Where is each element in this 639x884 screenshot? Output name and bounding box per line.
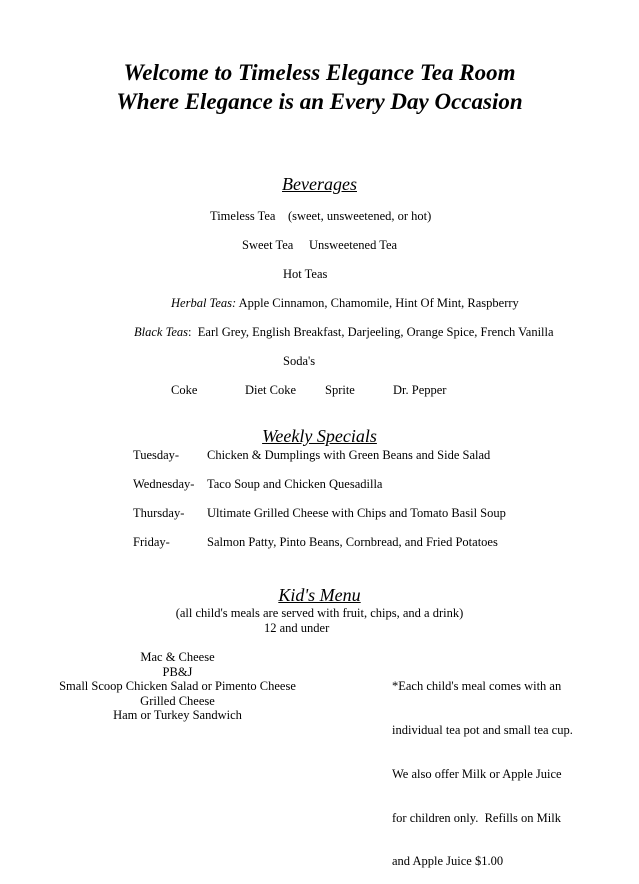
kids-info-line: We also offer Milk or Apple Juice [392,766,562,781]
herbal-teas-list: Apple Cinnamon, Chamomile, Hint Of Mint, Raspberry [238,296,519,310]
kids-info-line: *Each child's meal comes with an [392,679,562,694]
special-dish: Salmon Patty, Pinto Beans, Cornbread, and Fried Potatoes [207,535,498,549]
special-dish: Taco Soup and Chicken Quesadilla [207,477,383,491]
special-dish: Ultimate Grilled Cheese with Chips and Tomato Basil Soup [207,506,506,520]
hot-teas-heading: Hot Teas [283,267,328,281]
herbal-teas-line [171,296,519,311]
kids-info-line: and Apple Juice $1.00 [392,854,504,869]
tagline-title: Where Elegance is an Every Day Occasion [116,89,523,114]
kids-info-line: for children only. Refills on Milk [392,810,561,825]
kids-item: Grilled Cheese [140,693,215,708]
kids-item: PB&J [162,664,193,679]
kids-menu-note: (all child's meals are served with fruit, chips, and a drink) [175,606,464,620]
soda-item: Coke [171,383,198,397]
kids-item: Mac & Cheese [140,650,215,664]
welcome-title: Welcome to Timeless Elegance Tea Room [123,60,516,85]
kids-info [392,650,573,884]
special-day: Wednesday- [133,477,195,491]
kids-item: Ham or Turkey Sandwich [113,708,242,723]
black-teas-line [134,325,554,340]
weekly-specials-heading: Weekly Specials [262,426,377,446]
unsweetened-tea: Unsweetened Tea [309,238,398,252]
kids-info-line: individual tea pot and small tea cup. [392,722,573,737]
soda-item: Sprite [325,383,355,397]
special-dish: Chicken & Dumplings with Green Beans and Side Salad [207,448,491,462]
soda-item: Diet Coke [245,383,297,397]
kids-age: 12 and under [264,621,330,635]
herbal-teas-label: Herbal Teas: [171,296,237,310]
special-day: Thursday- [133,506,185,520]
special-day: Friday- [133,535,170,549]
kids-items-list [58,650,297,723]
black-teas-list: : Earl Grey, English Breakfast, Darjeeling, Orange Spice, French Vanilla [188,325,554,339]
timeless-tea-line: Timeless Tea (sweet, unsweetened, or hot) [210,209,432,223]
beverages-heading: Beverages [282,174,357,194]
kids-item: Small Scoop Chicken Salad or Pimento Cheese [59,679,296,694]
sodas-heading: Soda's [283,354,316,368]
black-teas-label: Black Teas [134,325,189,339]
soda-item: Dr. Pepper [393,383,447,397]
kids-menu-heading: Kid's Menu [278,585,361,605]
sweet-tea: Sweet Tea [242,238,294,252]
special-day: Tuesday- [133,448,180,462]
